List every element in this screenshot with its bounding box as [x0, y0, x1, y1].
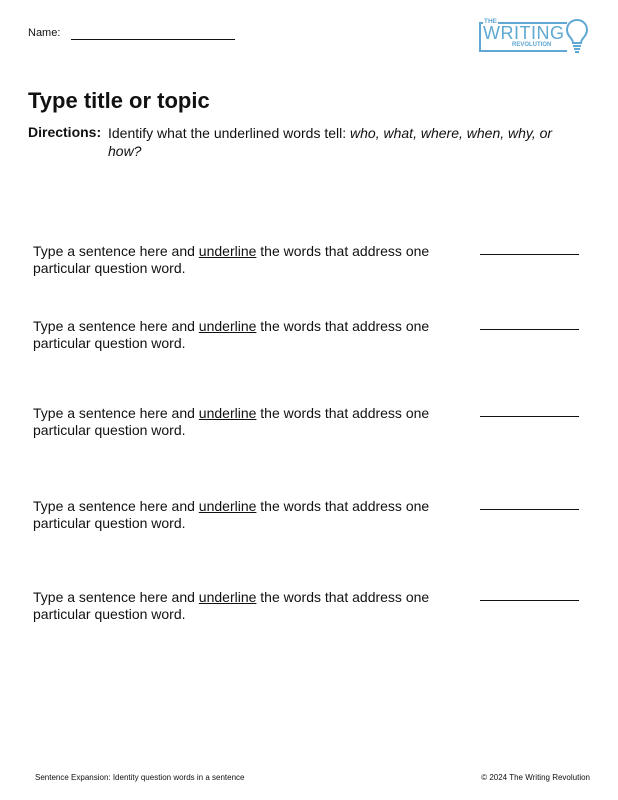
sentence-text-after: the words that address one particular question word.	[33, 498, 430, 531]
sentence-3[interactable]	[33, 405, 463, 439]
sentence-underlined: underline	[198, 498, 257, 514]
sentence-2[interactable]	[33, 318, 463, 352]
sentence-text-after: the words that address one particular question word.	[33, 405, 430, 438]
directions-label: Directions:	[28, 124, 102, 140]
sentence-text-before: Type a sentence here and	[33, 498, 199, 514]
answer-line-5[interactable]	[480, 600, 579, 601]
sentence-text-after: the words that address one particular question word.	[33, 243, 430, 276]
answer-line-1[interactable]	[480, 254, 579, 255]
sentence-underlined: underline	[198, 405, 257, 421]
sentence-text-after: the words that address one particular question word.	[33, 318, 430, 351]
sentence-text-before: Type a sentence here and	[33, 589, 199, 605]
sentence-underlined: underline	[198, 589, 257, 605]
sentence-text-before: Type a sentence here and	[33, 318, 199, 334]
sentence-text-before: Type a sentence here and	[33, 405, 199, 421]
answer-line-4[interactable]	[480, 509, 579, 510]
page-title[interactable]: Type title or topic	[28, 88, 210, 113]
answer-line-3[interactable]	[480, 416, 579, 417]
footer-description: Sentence Expansion: Identity question words in a sentence	[35, 773, 245, 782]
directions-text	[108, 124, 578, 160]
answer-line-2[interactable]	[480, 329, 579, 330]
name-field-line[interactable]	[71, 39, 235, 40]
logo-revolution: REVOLUTION	[512, 42, 552, 48]
sentence-text-before: Type a sentence here and	[33, 243, 199, 259]
sentence-underlined: underline	[198, 318, 257, 334]
sentence-5[interactable]	[33, 589, 463, 623]
sentence-4[interactable]	[33, 498, 463, 532]
sentence-underlined: underline	[198, 243, 257, 259]
sentence-text-after: the words that address one particular question word.	[33, 589, 430, 622]
logo-the: THE	[484, 18, 497, 25]
writing-revolution-logo	[479, 18, 591, 54]
sentence-1[interactable]	[33, 243, 463, 277]
lightbulb-icon	[565, 18, 589, 54]
footer-copyright: © 2024 The Writing Revolution	[481, 773, 590, 782]
logo-writing: WRITING	[483, 23, 565, 43]
directions-body: Identify what the underlined words tell:	[108, 125, 351, 141]
directions-question-words: who, what, where, when, why, or how?	[108, 125, 553, 159]
name-label: Name:	[28, 27, 61, 39]
